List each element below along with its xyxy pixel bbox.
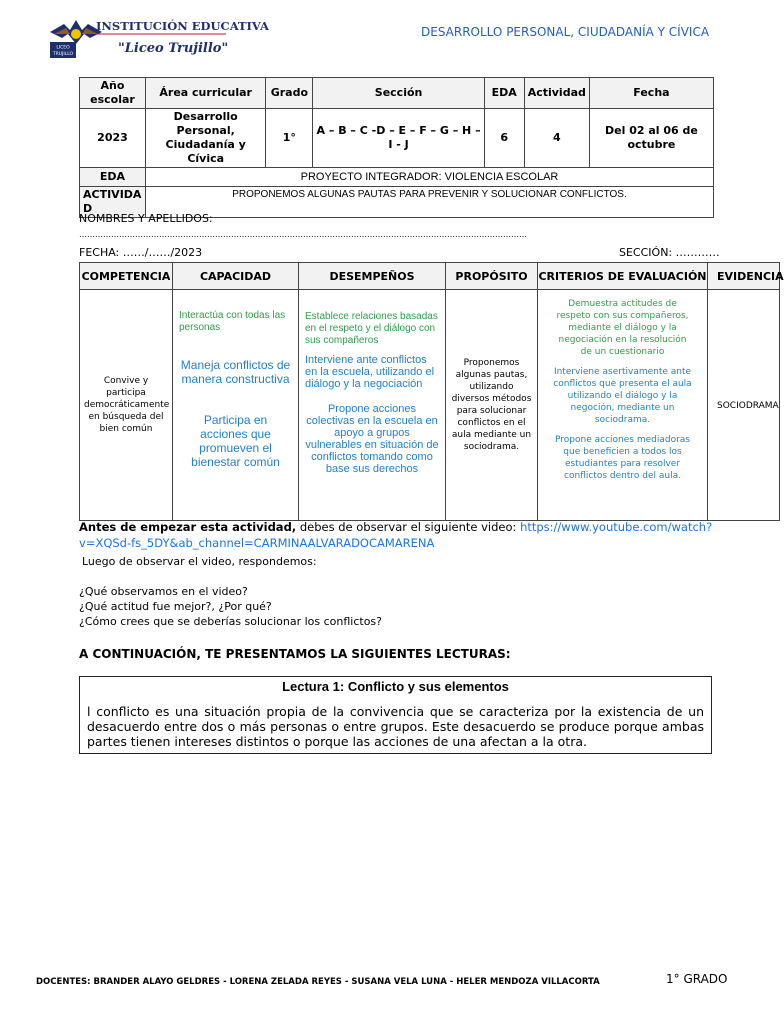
eda-label: EDA	[80, 168, 146, 187]
footer-docentes: DOCENTES: BRANDER ALAYO GELDRES - LORENA ZELADA REYES - SUSANA VELA LUNA - HELER MENDOZA VILLACORTA	[36, 977, 600, 987]
video-link[interactable]: https://www.youtube.com/watch?	[520, 520, 713, 534]
criterio-item: Propone acciones mediadoras que beneficien a todos los estudiantes para resolver conflictos dentro del aula.	[555, 435, 690, 481]
student-names-line: ……………………………………………………………………………………………………………………………………………………	[79, 230, 527, 239]
capacidad-item: Participa en acciones que promueven el bienestar común	[191, 413, 280, 469]
instruction-intro-rest: debes de observar el siguiente video:	[296, 520, 521, 534]
reading-body: l conflicto es una situación propia de la convivencia que se caracteriza por la existencia de un desacuerdo entre dos o más personas o entre grupos. Este desacuerdo se produce porque ambas partes tienen intereses distintos o porque las acciones de una afectan a la otra.	[87, 704, 704, 749]
video-link-continued[interactable]: v=XQSd-fs_5DY&ab_channel=CARMINAALVARADOCAMARENA	[79, 536, 435, 550]
desempenos-cell	[299, 290, 446, 521]
info-table-header-row	[80, 78, 714, 109]
header-fecha: Fecha	[589, 78, 713, 109]
header-criterios: CRITERIOS DE EVALUACIÓN	[538, 263, 708, 290]
video-instruction	[79, 519, 719, 551]
info-table	[79, 77, 714, 218]
competency-header-row	[80, 263, 780, 290]
value-fecha: Del 02 al 06 de octubre	[589, 109, 713, 168]
actividad-value: PROPONEMOS ALGUNAS PAUTAS PARA PREVENIR Y SOLUCIONAR CONFLICTOS.	[145, 187, 713, 218]
logo-title: INSTITUCIÓN EDUCATIVA	[96, 19, 269, 33]
reading-title: Lectura 1: Conflicto y sus elementos	[282, 679, 509, 694]
eda-value: PROYECTO INTEGRADOR: VIOLENCIA ESCOLAR	[145, 168, 713, 187]
info-table-eda-row	[80, 168, 714, 187]
actividad-label: ACTIVIDA D	[80, 187, 146, 218]
criterio-item: Demuestra actitudes de respeto con sus compañeros, mediante el diálogo y la negociación en la resolución de un cuestionario	[556, 299, 689, 357]
value-eda: 6	[484, 109, 524, 168]
subject-title: DESARROLLO PERSONAL, CIUDADANÍA Y CÍVICA	[421, 25, 710, 39]
reading-box	[79, 676, 712, 754]
competency-table	[79, 262, 784, 521]
header-desempenos: DESEMPEÑOS	[299, 263, 446, 290]
value-seccion: A – B – C -D – E – F – G – H – I - J	[313, 109, 484, 168]
header-actividad: Actividad	[524, 78, 589, 109]
desempeno-item: Establece relaciones basadas en el respeto y el diálogo con sus compañeros	[305, 311, 438, 346]
info-table-values-row	[80, 109, 714, 168]
desempeno-item: Propone acciones colectivas en la escuela en apoyo a grupos vulnerables en situación de conflictos tomando como base sus derechos	[305, 403, 439, 475]
header-seccion: Sección	[313, 78, 484, 109]
questions-list	[79, 584, 382, 629]
capacidad-item: Interactúa con todas las personas	[179, 310, 286, 333]
value-grado: 1°	[266, 109, 313, 168]
school-logo	[46, 10, 269, 68]
criterios-cell	[538, 290, 708, 521]
evidencia-cell	[708, 290, 780, 521]
footer-grado: 1° GRADO	[666, 972, 728, 986]
header-grado: Grado	[266, 78, 313, 109]
logo-subtitle: "Liceo Trujillo"	[118, 41, 229, 56]
desempeno-item: Interviene ante conflictos en la escuela, utilizando el diálogo y la negociación	[305, 354, 435, 390]
header-competencia: COMPETENCIA	[80, 263, 173, 290]
header-ano-escolar: Año escolar	[80, 78, 146, 109]
proposito-text: Proponemos algunas pautas, utilizando diversos métodos para solucionar conflictos en el aula mediante un sociodrama.	[451, 358, 532, 452]
fecha-field: FECHA: ……/……/2023	[79, 246, 203, 259]
capacidad-cell	[173, 290, 299, 521]
evidencia-text: SOCIODRAMA	[717, 401, 779, 411]
logo-badge-text: LICEO	[56, 45, 70, 51]
question-item: ¿Qué actitud fue mejor?, ¿Por qué?	[79, 600, 272, 613]
instruction-bold-intro: Antes de empezar esta actividad,	[79, 520, 297, 534]
svg-text:TRUJILLO: TRUJILLO	[52, 52, 74, 57]
header-proposito: PROPÓSITO	[446, 263, 538, 290]
header-area-curricular: Área curricular	[145, 78, 265, 109]
eagle-emblem-icon	[50, 20, 102, 44]
proposito-cell	[446, 290, 538, 521]
readings-heading: A CONTINUACIÓN, TE PRESENTAMOS LA SIGUIENTES LECTURAS:	[79, 647, 511, 661]
header-capacidad: CAPACIDAD	[173, 263, 299, 290]
question-item: ¿Cómo crees que se deberías solucionar los conflictos?	[79, 615, 383, 628]
student-names-label: NOMBRES Y APELLIDOS:	[79, 212, 213, 225]
capacidad-item: Maneja conflictos de manera constructiva	[180, 358, 291, 386]
header-eda: EDA	[484, 78, 524, 109]
header-evidencia: EVIDENCIA	[708, 263, 780, 290]
competencia-text: Convive y participa democráticamente en búsqueda del bien común	[84, 376, 170, 434]
competency-body-row	[80, 290, 780, 521]
value-ano-escolar: 2023	[80, 109, 146, 168]
after-video-text: Luego de observar el video, respondemos:	[82, 555, 317, 568]
question-item: ¿Qué observamos en el video?	[79, 585, 248, 598]
seccion-field: SECCIÓN: …………	[619, 246, 720, 259]
value-area-curricular: Desarrollo Personal, Ciudadanía y Cívica	[145, 109, 265, 168]
value-actividad: 4	[524, 109, 589, 168]
criterio-item: Interviene asertivamente ante conflictos que presenta el aula utilizando el diálogo y la negoción, mediante un sociodrama.	[553, 367, 692, 425]
competencia-cell	[80, 290, 173, 521]
